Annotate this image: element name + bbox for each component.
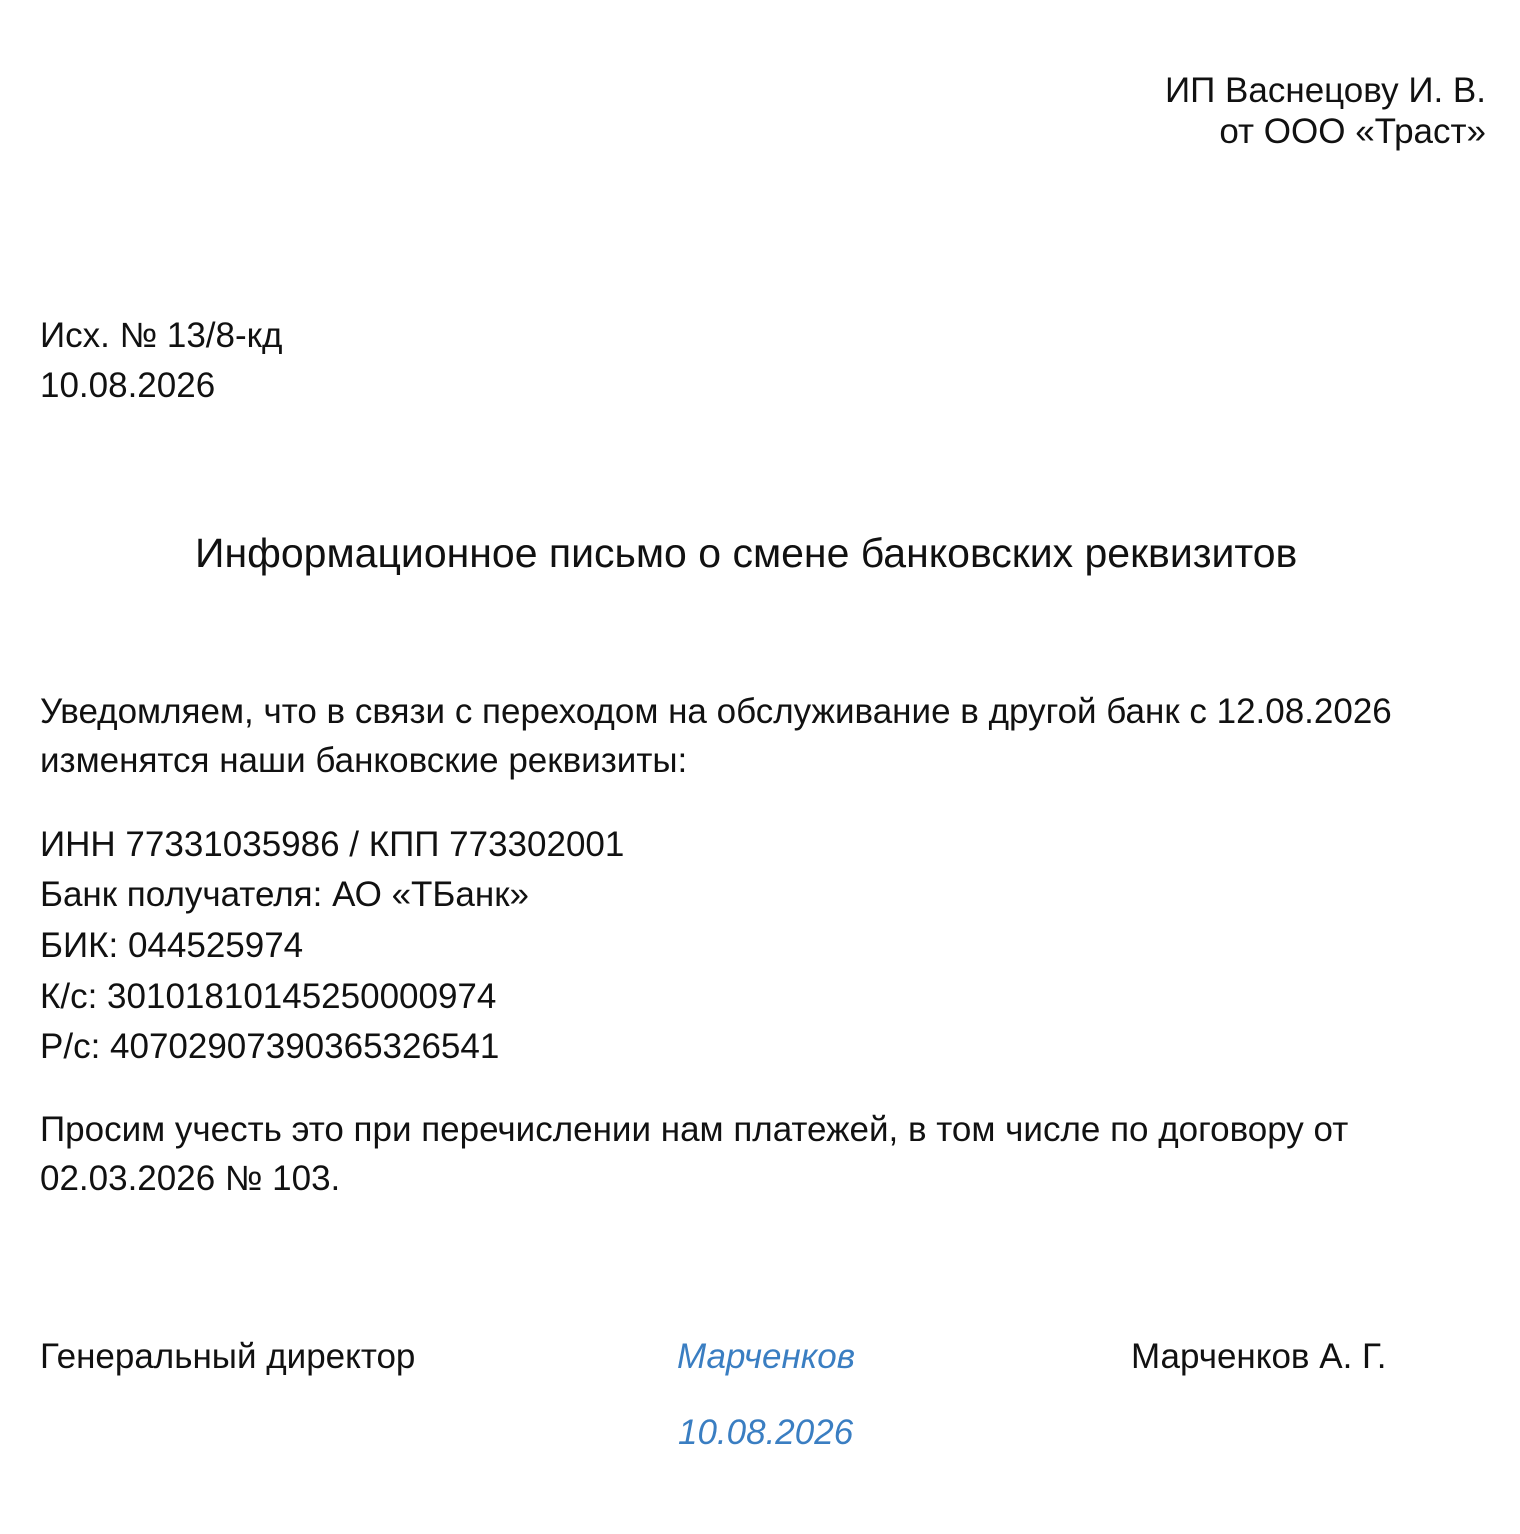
- requisite-inn-kpp: ИНН 77331035986 / КПП 773302001: [40, 825, 625, 864]
- requisite-rs: Р/с: 40702907390365326541: [40, 1027, 500, 1066]
- request-line-1: Просим учесть это при перечислении нам платежей, в том числе по договору от: [40, 1110, 1349, 1149]
- addressee-to: ИП Васнецову И. В.: [1165, 71, 1486, 110]
- outgoing-number: Исх. № 13/8-кд: [40, 316, 283, 355]
- intro-line-1: Уведомляем, что в связи с переходом на обслуживание в другой банк с 12.08.2026: [40, 692, 1392, 731]
- intro-line-2: изменятся наши банковские реквизиты:: [40, 741, 688, 780]
- handwritten-date: 10.08.2026: [678, 1413, 854, 1452]
- signer-name: Марченков А. Г.: [1131, 1337, 1387, 1376]
- addressee-from: от ООО «Траст»: [1219, 112, 1486, 151]
- letter-title: Информационное письмо о смене банковских реквизитов: [195, 530, 1298, 576]
- signer-position: Генеральный директор: [40, 1337, 416, 1376]
- requisite-bik: БИК: 044525974: [40, 926, 304, 965]
- requisite-ks: К/с: 30101810145250000974: [40, 977, 497, 1016]
- request-line-2: 02.03.2026 № 103.: [40, 1159, 341, 1198]
- outgoing-date: 10.08.2026: [40, 366, 216, 405]
- requisite-bank: Банк получателя: АО «ТБанк»: [40, 875, 529, 914]
- handwritten-signature: Марченков: [677, 1337, 856, 1376]
